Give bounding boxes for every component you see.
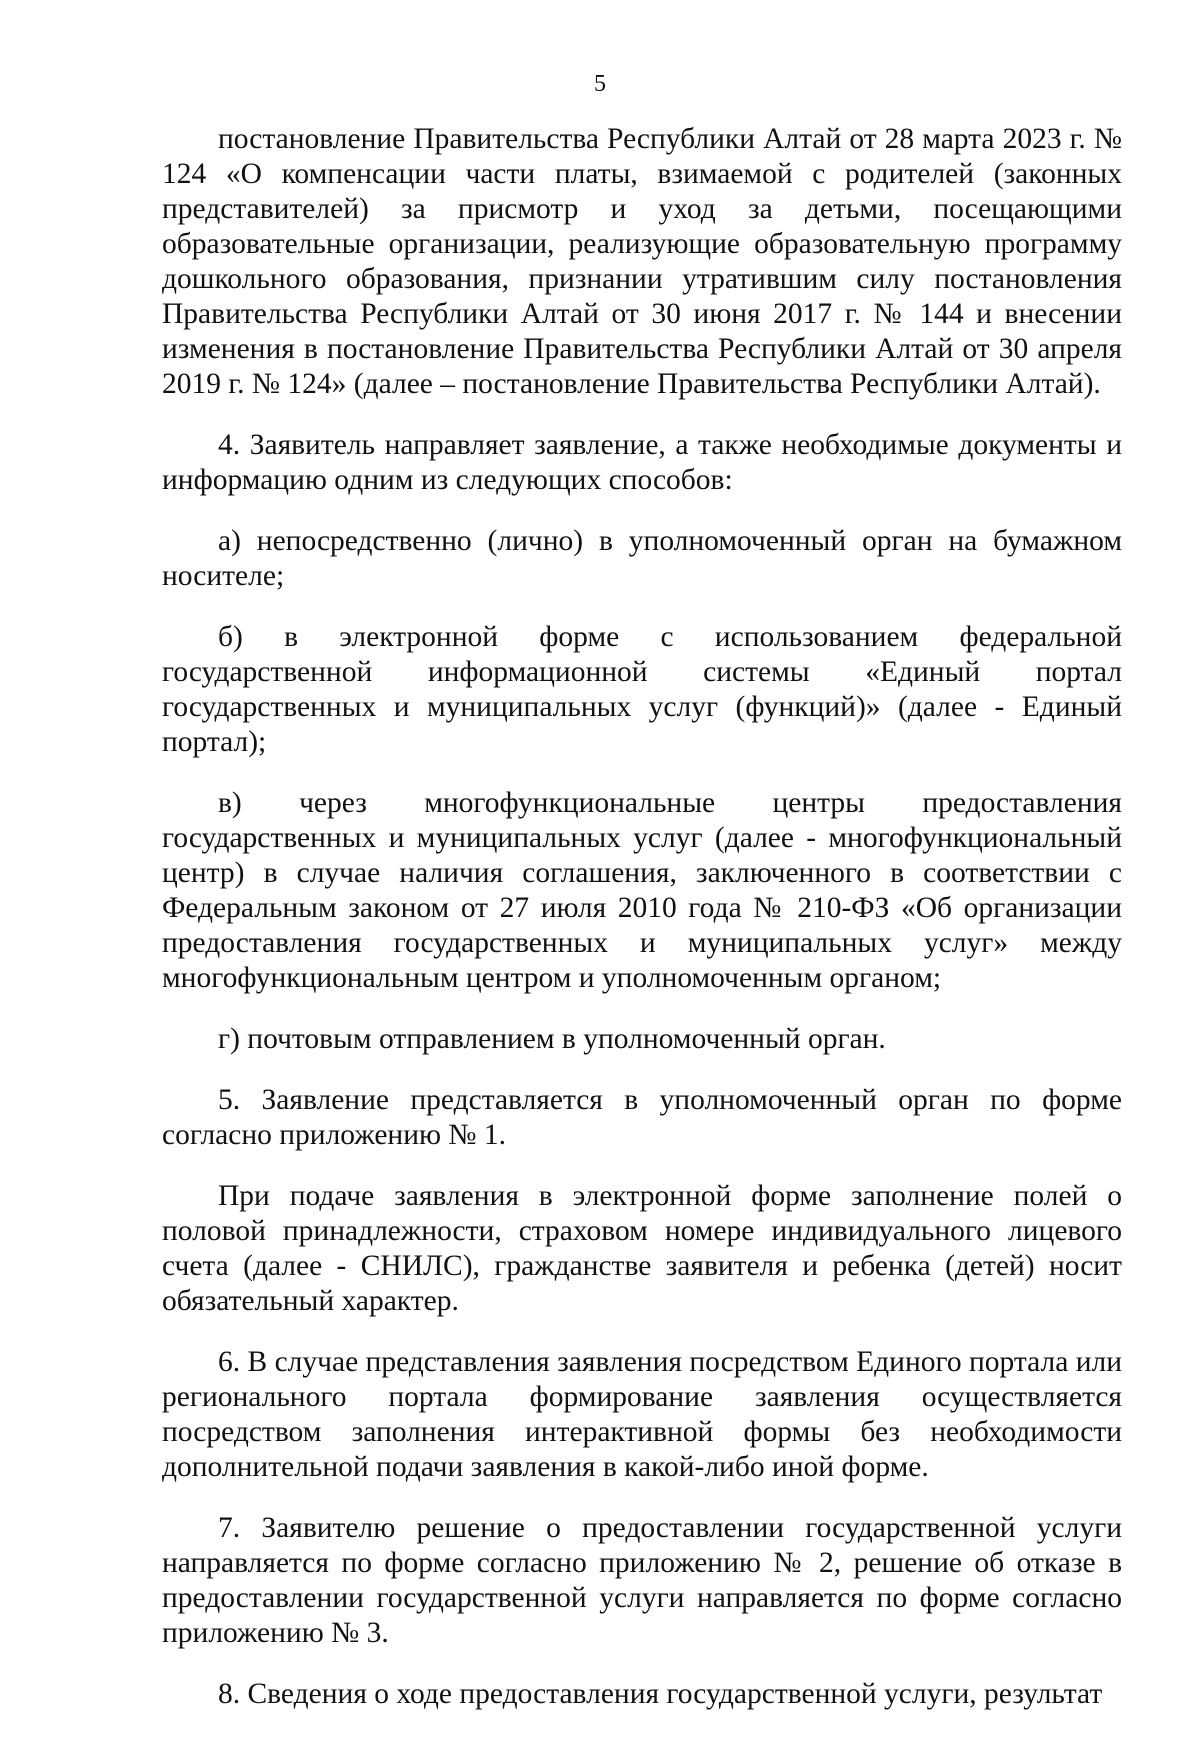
paragraph-item-4g: г) почтовым отправлением в уполномоченный орган.: [218, 1023, 886, 1055]
paragraph-item-4: 4. Заявитель направляет заявление, а также необходимые документы и информацию одним из следующих способов:: [162, 429, 1122, 496]
paragraph-item-6: 6. В случае представления заявления посредством Единого портала или регионального портала формирование заявления осуществляется посредством заполнения интерактивной формы без необходимости дополнительной подачи заявления в какой-либо иной форме.: [162, 1346, 1122, 1483]
page-number: 5: [594, 71, 606, 97]
paragraph-item-4v: в) через многофункциональные центры предоставления государственных и муниципальных услуг (далее - многофункциональный центр) в случае наличия соглашения, заключенного в соответствии с Федеральным законом от 27 июля 2010 года № 210-ФЗ «Об организации предоставления государственных и муниципальных услуг» между многофункциональным центром и уполномоченным органом;: [162, 787, 1122, 994]
paragraph-item-7: 7. Заявителю решение о предоставлении государственной услуги направляется по форме согласно приложению № 2, решение об отказе в предоставлении государственной услуги направляется по форме согласно приложению № 3.: [162, 1512, 1122, 1649]
paragraph-item-5: 5. Заявление представляется в уполномоченный орган по форме согласно приложению № 1.: [162, 1084, 1122, 1151]
paragraph-item-4a: а) непосредственно (лично) в уполномоченный орган на бумажном носителе;: [162, 525, 1122, 592]
paragraph-item-8: 8. Сведения о ходе предоставления государственной услуги, результат: [218, 1678, 1103, 1710]
document-body: [162, 122, 1122, 1738]
paragraph-item-4b: б) в электронной форме с использованием федеральной государственной информационной системы «Единый портал государственных и муниципальных услуг (функций)» (далее - Единый портал);: [162, 621, 1122, 758]
paragraph-resolution-reference: постановление Правительства Республики Алтай от 28 марта 2023 г. № 124 «О компенсации части платы, взимаемой с родителей (законных представителей) за присмотр и уход за детьми, посещающими образовательные организации, реализующие образовательную программу дошкольного образования, признании утратившим силу постановления Правительства Республики Алтай от 30 июня 2017 г. № 144 и внесении изменения в постановление Правительства Республики Алтай от 30 апреля 2019 г. № 124» (далее – постановление Правительства Республики Алтай).: [162, 123, 1122, 400]
paragraph-item-5-electronic: При подаче заявления в электронной форме заполнение полей о половой принадлежности, страховом номере индивидуального лицевого счета (далее - СНИЛС), гражданстве заявителя и ребенка (детей) носит обязательный характер.: [162, 1180, 1122, 1317]
